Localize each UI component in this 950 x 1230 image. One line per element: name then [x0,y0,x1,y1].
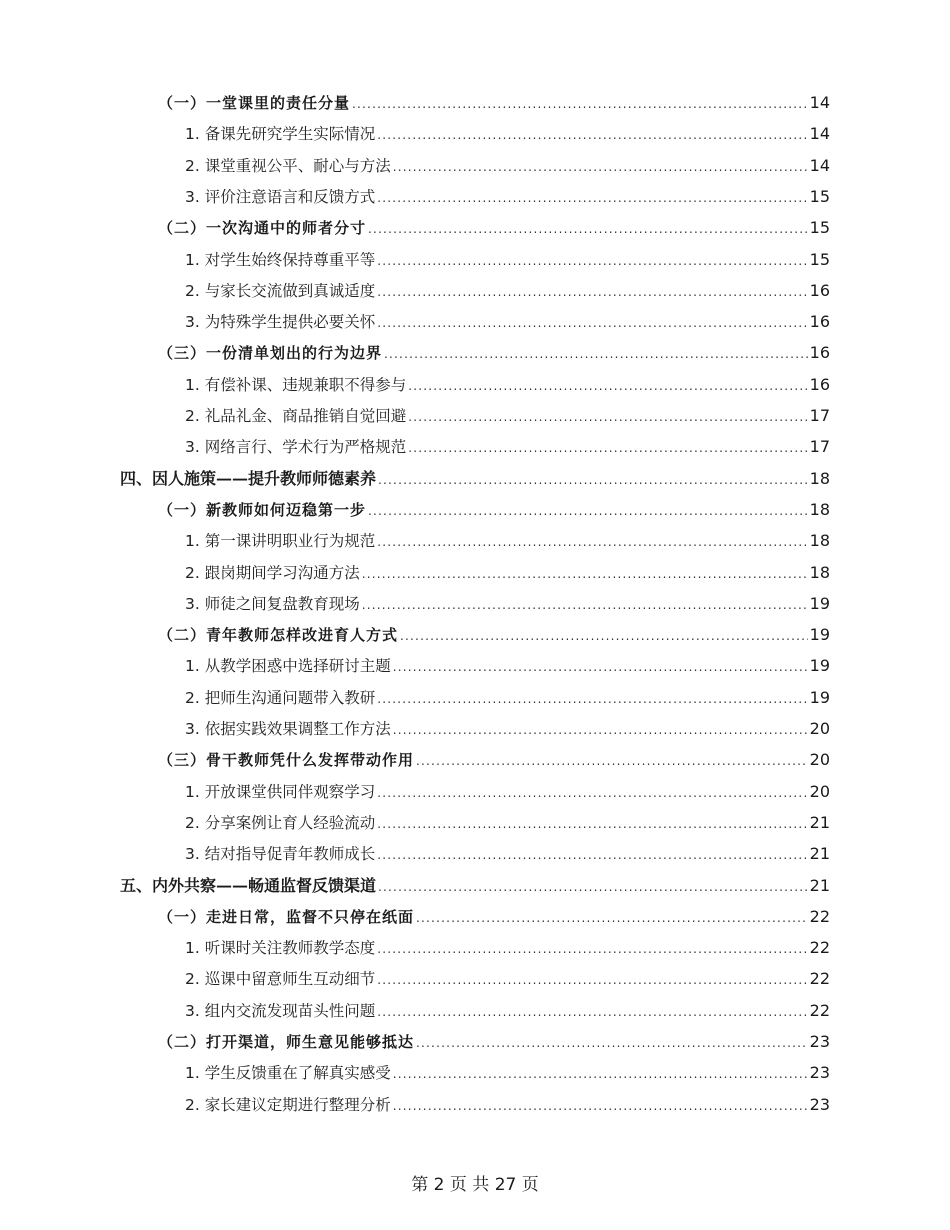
toc-section[interactable] [158,906,830,928]
toc-dot-leader [362,594,808,616]
toc-dot-leader [416,1032,808,1054]
toc-dot-leader [377,531,807,553]
toc-entry-page: 20 [809,750,830,769]
toc-item[interactable] [185,687,830,709]
toc-dot-leader [393,719,808,741]
toc-item[interactable] [185,718,830,740]
toc-dot-leader [377,969,807,991]
toc-dot-leader [368,218,808,240]
toc-entry-title: 3. 依据实践效果调整工作方法 [185,720,391,738]
toc-item[interactable] [185,280,830,302]
toc-item[interactable] [185,123,830,145]
toc-entry-page: 22 [809,1001,830,1020]
toc-item[interactable] [185,374,830,396]
toc-section[interactable] [158,624,830,646]
toc-entry-page: 21 [809,844,830,863]
toc-dot-leader [377,938,807,960]
toc-dot-leader [400,625,808,647]
toc-dot-leader [416,750,808,772]
toc-entry-title: 2. 课堂重视公平、耐心与方法 [185,157,391,175]
toc-entry-page: 16 [809,343,830,362]
toc-entry-page: 18 [809,500,830,519]
toc-dot-leader [368,500,808,522]
toc-entry-page: 18 [809,531,830,550]
toc-entry-page: 18 [809,469,830,488]
toc-dot-leader [393,656,808,678]
toc-entry-page: 19 [809,625,830,644]
toc-dot-leader [377,844,807,866]
toc-entry-title: 1. 听课时关注教师教学态度 [185,939,376,957]
toc-entry-page: 14 [809,124,830,143]
toc-entry-page: 22 [809,938,830,957]
toc-entry-page: 18 [809,563,830,582]
toc-item[interactable] [185,968,830,990]
toc-entry-page: 17 [809,406,830,425]
toc-entry-title: 1. 从教学困惑中选择研讨主题 [185,657,391,675]
toc-dot-leader [384,343,808,365]
toc-item[interactable] [185,311,830,333]
toc-entry-title: 1. 对学生始终保持尊重平等 [185,251,376,269]
toc-entry-title: 2. 礼品礼金、商品推销自觉回避 [185,407,407,425]
toc-entry-page: 17 [809,437,830,456]
toc-item[interactable] [185,812,830,834]
toc-item[interactable] [185,405,830,427]
toc-entry-page: 20 [809,719,830,738]
toc-entry-page: 23 [809,1063,830,1082]
toc-entry-title: （二）打开渠道，师生意见能够抵达 [158,1033,415,1051]
toc-entry-page: 15 [809,218,830,237]
toc-dot-leader [393,1095,808,1117]
toc-entry-title: 1. 第一课讲明职业行为规范 [185,532,376,550]
toc-item[interactable] [185,937,830,959]
toc-entry-title: （三）一份清单划出的行为边界 [158,344,383,362]
toc-entry-title: （一）一堂课里的责任分量 [158,94,351,112]
toc-dot-leader [377,124,807,146]
toc-entry-page: 15 [809,187,830,206]
toc-entry-title: 四、因人施策——提升教师师德素养 [120,469,377,488]
toc-section[interactable] [158,217,830,239]
toc-section[interactable] [158,342,830,364]
toc-entry-page: 16 [809,375,830,394]
toc-entry-page: 21 [809,813,830,832]
page-footer: 第 2 页 共 27 页 [411,1175,539,1195]
toc-dot-leader [408,375,807,397]
toc-entry-title: 1. 有偿补课、违规兼职不得参与 [185,376,407,394]
toc-entry-title: （二）一次沟通中的师者分寸 [158,219,367,237]
toc-section[interactable] [158,749,830,771]
toc-item[interactable] [185,530,830,552]
toc-item[interactable] [185,1094,830,1116]
toc-dot-leader [416,907,808,929]
toc-item[interactable] [185,655,830,677]
toc-section[interactable] [158,499,830,521]
toc-dot-leader [377,312,807,334]
toc-entry-title: 2. 把师生沟通问题带入教研 [185,689,376,707]
toc-entry-title: 3. 为特殊学生提供必要关怀 [185,313,376,331]
toc-entry-title: 2. 家长建议定期进行整理分析 [185,1096,391,1114]
toc-entry-title: 2. 分享案例让育人经验流动 [185,814,376,832]
toc-item[interactable] [185,781,830,803]
toc-item[interactable] [185,1062,830,1084]
toc-entry-title: （三）骨干教师凭什么发挥带动作用 [158,751,415,769]
toc-entry-page: 22 [809,969,830,988]
toc-entry-page: 14 [809,156,830,175]
toc-entry-page: 19 [809,688,830,707]
toc-entry-title: （二）青年教师怎样改进育人方式 [158,626,399,644]
toc-dot-leader [408,406,807,428]
toc-entry-page: 15 [809,250,830,269]
toc-section[interactable] [158,1031,830,1053]
toc-entry-title: 3. 组内交流发现苗头性问题 [185,1002,376,1020]
toc-entry-title: 3. 结对指导促青年教师成长 [185,845,376,863]
toc-dot-leader [378,876,808,898]
toc-dot-leader [377,187,807,209]
toc-entry-title: 3. 网络言行、学术行为严格规范 [185,438,407,456]
toc-entry-page: 23 [809,1095,830,1114]
toc-item[interactable] [185,593,830,615]
toc-entry-page: 22 [809,907,830,926]
toc-entry-title: 3. 师徒之间复盘教育现场 [185,595,360,613]
toc-dot-leader [362,563,808,585]
toc-entry-title: 五、内外共察——畅通监督反馈渠道 [120,876,377,895]
toc-entry-page: 19 [809,594,830,613]
toc-dot-leader [377,782,807,804]
toc-item[interactable] [185,1000,830,1022]
toc-item[interactable] [185,562,830,584]
toc-dot-leader [352,93,808,115]
toc-entry-title: 3. 评价注意语言和反馈方式 [185,188,376,206]
toc-item[interactable] [185,436,830,458]
toc-dot-leader [377,250,807,272]
toc-entry-page: 16 [809,281,830,300]
toc-chapter[interactable] [120,468,830,490]
toc-entry-title: 2. 巡课中留意师生互动细节 [185,970,376,988]
toc-item[interactable] [185,249,830,271]
toc-entry-page: 19 [809,656,830,675]
toc-entry-page: 23 [809,1032,830,1051]
toc-entry-title: 1. 开放课堂供同伴观察学习 [185,783,376,801]
toc-entry-page: 16 [809,312,830,331]
toc-dot-leader [393,156,808,178]
toc-dot-leader [378,469,808,491]
toc-entry-title: 1. 学生反馈重在了解真实感受 [185,1064,391,1082]
toc-dot-leader [377,813,807,835]
toc-item[interactable] [185,155,830,177]
toc-dot-leader [408,437,807,459]
toc-entry-title: 1. 备课先研究学生实际情况 [185,125,376,143]
toc-item[interactable] [185,843,830,865]
toc-entry-title: （一）新教师如何迈稳第一步 [158,501,367,519]
toc-entry-title: （一）走进日常，监督不只停在纸面 [158,908,415,926]
toc-dot-leader [393,1063,808,1085]
toc-entry-title: 2. 与家长交流做到真诚适度 [185,282,376,300]
toc-entry-page: 20 [809,782,830,801]
toc-dot-leader [377,688,807,710]
toc-chapter[interactable] [120,875,830,897]
toc-entry-page: 21 [809,876,830,895]
toc-section[interactable] [158,92,830,114]
toc-item[interactable] [185,186,830,208]
toc-dot-leader [377,1001,807,1023]
toc-entry-title: 2. 跟岗期间学习沟通方法 [185,564,360,582]
toc-dot-leader [377,281,807,303]
toc-entry-page: 14 [809,93,830,112]
